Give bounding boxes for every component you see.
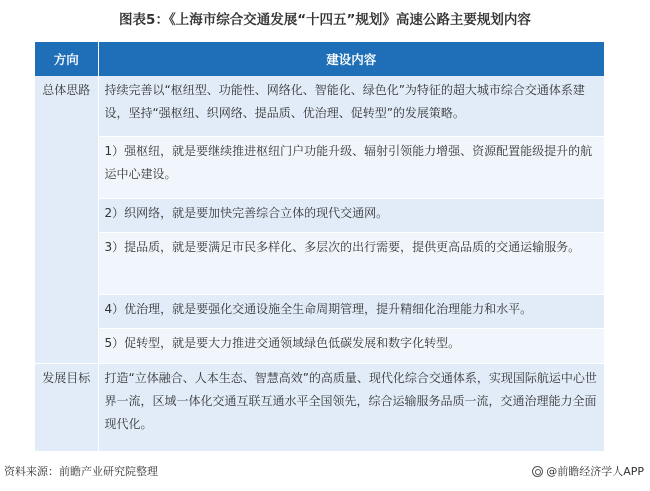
table-header-row (35, 42, 604, 76)
table-row (35, 137, 604, 198)
direction-cell-goal: 发展目标 (35, 364, 98, 452)
brand-credit-label: @前瞻经济学人APP (546, 465, 644, 478)
figure-title: 图表5：《上海市综合交通发展“十四五”规划》高速公路主要规划内容 (119, 12, 531, 28)
content-cell: 打造“立体融合、人本生态、智慧高效”的高质量、现代化综合交通体系，实现国际航运中心世界一流，区域一体化交通互联互通水平全国领先，综合运输服务品质一流，交通治理能力全面现代化。 (98, 364, 604, 452)
header-direction: 方向 (35, 42, 98, 76)
brand-logo-icon (532, 466, 543, 477)
table-row (35, 76, 604, 137)
plan-content-table (35, 42, 604, 452)
brand-credit (532, 463, 644, 479)
table-row (35, 233, 604, 294)
content-cell: 2）织网络，就是要加快完善综合立体的现代交通网。 (98, 198, 604, 233)
content-cell: 持续完善以“枢纽型、功能性、网络化、智能化、绿色化”为特征的超大城市综合交通体系建设，坚持“强枢纽、织网络、提品质、优治理、促转型”的发展策略。 (98, 76, 604, 137)
table-row (35, 198, 604, 233)
content-cell: 3）提品质，就是要满足市民多样化、多层次的出行需要，提供更高品质的交通运输服务。 (98, 233, 604, 294)
content-cell: 1）强枢纽，就是要继续推进枢纽门户功能升级、辐射引领能力增强、资源配置能级提升的航运中心建设。 (98, 137, 604, 198)
table-row (35, 364, 604, 452)
header-content: 建设内容 (98, 42, 604, 76)
table-row (35, 294, 604, 329)
table-row (35, 329, 604, 364)
content-cell: 5）促转型，就是要大力推进交通领域绿色低碳发展和数字化转型。 (98, 329, 604, 364)
direction-cell-overall: 总体思路 (35, 76, 98, 364)
content-cell: 4）优治理，就是要强化交通设施全生命周期管理，提升精细化治理能力和水平。 (98, 294, 604, 329)
source-note: 资料来源：前瞻产业研究院整理 (4, 465, 158, 478)
